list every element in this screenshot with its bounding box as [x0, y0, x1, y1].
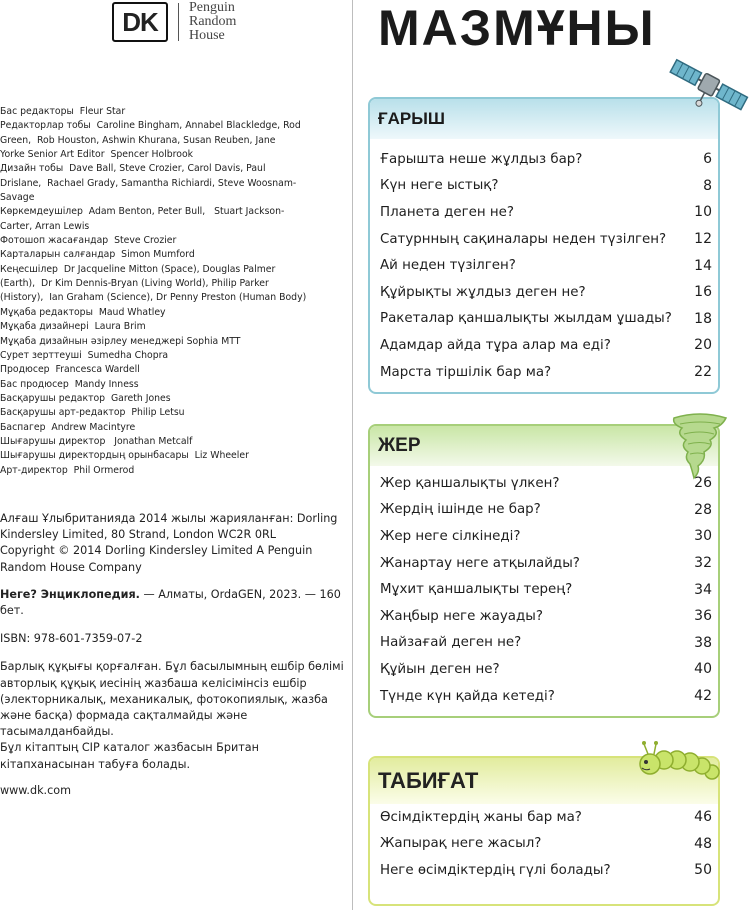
toc-page-number: 20 [694, 337, 712, 354]
credit-line: Green, Rob Houston, Ashwin Khurana, Susan Reuben, Jane [0, 134, 276, 146]
section-space [368, 97, 720, 394]
credit-line: Бас редакторы Fleur Star [0, 106, 126, 117]
section-title: ЖЕР [370, 426, 718, 466]
credit-line: Кеңесшілер Dr Jacqueline Mitton (Space), Douglas Palmer [0, 263, 276, 275]
toc-entry-title: Жаңбыр неге жауады? [380, 608, 543, 624]
tornado-icon [670, 410, 730, 480]
toc-entry[interactable] [370, 226, 718, 253]
credit-line: Мұқаба дизайнері Laura Brim [0, 321, 146, 333]
citation: Неге? Энциклопедия. — Алматы, OrdaGEN, 2023. — 160 бет. [0, 587, 341, 618]
toc-entry-title: Өсімдіктердің жаны бар ма? [380, 809, 582, 825]
toc-entry-title: Құйын деген не? [380, 661, 500, 677]
toc-entry[interactable] [370, 332, 718, 359]
credit-line: Көркемдеушілер Adam Benton, Peter Bull, Stuart Jackson- [0, 206, 285, 218]
toc-page-number: 50 [694, 862, 712, 879]
toc-page-number: 34 [694, 581, 712, 598]
toc-page-number: 42 [694, 688, 712, 705]
toc-page-number: 46 [694, 809, 712, 826]
toc-page-number: 48 [694, 835, 712, 852]
toc-page-number: 18 [694, 310, 712, 327]
toc-entry-title: Мұхит қаншалықты терең? [380, 582, 573, 598]
toc-entry[interactable] [370, 173, 718, 200]
toc-list [370, 466, 718, 709]
rights-notice: Барлық құқығы қорғалған. Бұл басылымның ешбір бөлімі авторлық құқық иесінің жазбаша келісімінсіз ешбір (электорникалық, механикалық, фотокопиялық, жазба және басқа) формада сақталмайды және тасымалданбайды. [0, 660, 344, 739]
credit-line: Дизайн тобы Dave Ball, Steve Crozier, Carol Davis, Paul [0, 163, 266, 175]
credit-line: Yorke Senior Art Editor Spencer Holbrook [0, 149, 194, 161]
toc-entry-title: Найзағай деген не? [380, 635, 522, 651]
isbn: ISBN: 978-601-7359-07-2 [0, 632, 143, 646]
section-title: ҒАРЫШ [370, 99, 718, 139]
toc-page-number: 22 [694, 364, 712, 381]
publisher-logo [112, 0, 236, 44]
imprint-page [0, 0, 352, 910]
toc-list [370, 139, 718, 385]
credit-line: Мұқаба дизайнын әзірлеу менеджері Sophia MTT [0, 335, 241, 347]
section-title: ТАБИҒАТ [370, 758, 718, 804]
toc-entry[interactable] [370, 576, 718, 603]
toc-entry[interactable] [370, 656, 718, 683]
toc-entry-title: Күн неге ыстық? [380, 178, 499, 194]
credit-line: Редакторлар тобы Caroline Bingham, Annabel Blackledge, Rod [0, 120, 301, 132]
toc-page-number: 14 [694, 257, 712, 274]
toc-entry-title: Неге өсімдіктердің гүлі болады? [380, 862, 611, 878]
toc-page-number: 30 [694, 528, 712, 545]
toc-entry[interactable] [370, 252, 718, 279]
toc-list [370, 804, 718, 884]
penguin-random-house-wordmark: Penguin Random House [189, 0, 237, 43]
toc-entry[interactable] [370, 199, 718, 226]
toc-entry[interactable] [370, 359, 718, 386]
toc-page-number: 10 [694, 204, 712, 221]
toc-page-number: 36 [694, 608, 712, 625]
toc-entry[interactable] [370, 470, 718, 497]
toc-entry-title: Ракеталар қаншалықты жылдам ұшады? [380, 311, 672, 327]
toc-entry-title: Жер қаншалықты үлкен? [380, 475, 560, 491]
credit-line: Басқарушы редактор Gareth Jones [0, 392, 171, 404]
toc-entry[interactable] [370, 306, 718, 333]
toc-entry-title: Ай неден түзілген? [380, 258, 516, 274]
toc-page-number: 32 [694, 555, 712, 572]
toc-entry-title: Жердің ішінде не бар? [380, 502, 541, 518]
publication-info [0, 511, 345, 799]
credit-line: Сурет зерттеуші Sumedha Chopra [0, 349, 169, 361]
toc-entry[interactable] [370, 523, 718, 550]
section-nature [368, 756, 720, 906]
toc-entry[interactable] [370, 550, 718, 577]
logo-separator [178, 3, 179, 41]
toc-page-number: 12 [694, 231, 712, 248]
credit-line: (Earth), Dr Kim Dennis-Bryan (Living World), Philip Parker [0, 278, 269, 290]
toc-page-number: 40 [694, 661, 712, 678]
toc-page-number: 8 [703, 177, 712, 194]
cip-notice: Бұл кітаптың CIP каталог жазбасын Британ кітапханасынан табуға болады. [0, 741, 259, 771]
credit-line: Шығарушы директор Jonathan Metcalf [0, 435, 193, 447]
toc-page-number: 26 [694, 475, 712, 492]
credit-line: Drislane, Rachael Grady, Samantha Richiardi, Steve Woosnam- [0, 177, 297, 189]
website: www.dk.com [0, 783, 72, 797]
credit-line: Шығарушы директордың орынбасары Liz Wheeler [0, 450, 249, 462]
toc-page-number: 28 [694, 501, 712, 518]
first-published: Алғаш Ұлыбританияда 2014 жылы жарияланған: Dorling Kindersley Limited, 80 Strand, London WC2R 0RL [0, 512, 338, 542]
toc-entry-title: Жанартау неге атқылайды? [380, 555, 580, 571]
toc-page-number: 6 [703, 151, 712, 168]
satellite-icon [666, 57, 750, 119]
credit-line: (History), Ian Graham (Science), Dr Penny Preston (Human Body) [0, 292, 307, 304]
toc-page-number: 16 [694, 284, 712, 301]
caterpillar-icon [632, 736, 722, 780]
credit-line: Фотошоп жасағандар Steve Crozier [0, 235, 177, 247]
toc-entry-title: Жер неге сілкінеді? [380, 528, 521, 544]
credit-line: Арт-директор Phil Ormerod [0, 464, 135, 476]
toc-entry[interactable] [370, 857, 718, 884]
toc-entry-title: Адамдар айда тұра алар ма еді? [380, 337, 611, 353]
section-earth [368, 424, 720, 718]
credit-line: Мұқаба редакторы Maud Whatley [0, 306, 166, 318]
toc-page-number: 38 [694, 634, 712, 651]
toc-entry[interactable] [370, 497, 718, 524]
toc-entry-title: Сатурнның сақиналары неден түзілген? [380, 231, 667, 247]
credit-line: Carter, Arran Lewis [0, 220, 90, 232]
toc-entry[interactable] [370, 603, 718, 630]
toc-entry[interactable] [370, 146, 718, 173]
credit-line: Карталарын салғандар Simon Mumford [0, 249, 195, 261]
credit-line: Продюсер Francesca Wardell [0, 364, 140, 376]
page-title: МАЗМҰНЫ [378, 0, 656, 56]
credit-line: Басқарушы арт-редактор Philip Letsu [0, 407, 185, 419]
credit-line: Бас продюсер Mandy Inness [0, 378, 139, 390]
page-gutter [352, 0, 353, 910]
credits-list [0, 105, 340, 478]
toc-entry[interactable] [370, 683, 718, 710]
toc-entry-title: Ғарышта неше жұлдыз бар? [380, 151, 583, 167]
toc-entry-title: Түнде күн қайда кетеді? [380, 688, 555, 704]
copyright: Copyright © 2014 Dorling Kindersley Limited A Penguin Random House Company [0, 544, 313, 574]
toc-entry-title: Марста тіршілік бар ма? [380, 364, 552, 380]
toc-entry-title: Жапырақ неге жасыл? [380, 836, 542, 852]
toc-entry[interactable] [370, 804, 718, 831]
toc-entry[interactable] [370, 279, 718, 306]
dk-logo: DK [112, 2, 168, 42]
credit-line: Баспагер Andrew Macintyre [0, 421, 136, 433]
toc-entry[interactable] [370, 831, 718, 858]
toc-entry[interactable] [370, 630, 718, 657]
toc-entry-title: Құйрықты жұлдыз деген не? [380, 284, 586, 300]
credit-line: Savage [0, 192, 35, 204]
toc-entry-title: Планета деген не? [380, 204, 514, 220]
